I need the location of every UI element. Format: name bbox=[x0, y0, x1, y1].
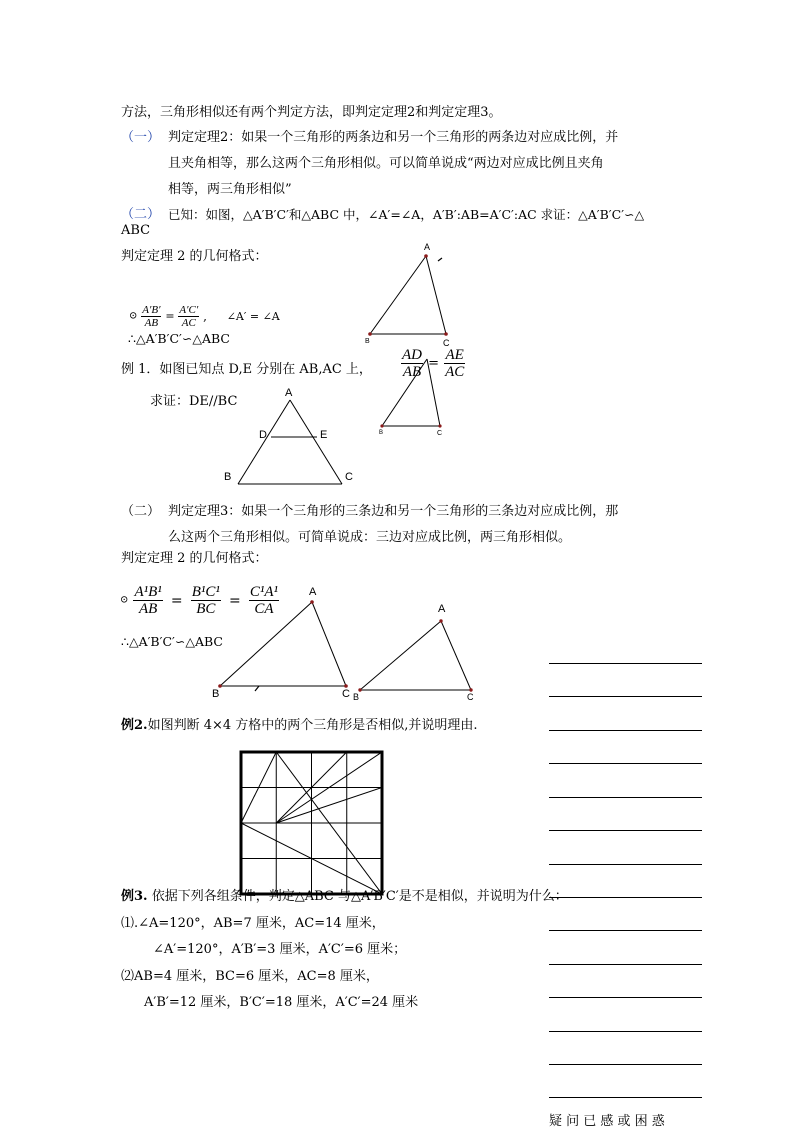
vertex-label-c: C bbox=[443, 338, 450, 348]
example-number: 2. bbox=[134, 718, 148, 733]
fraction-denominator: AC bbox=[181, 317, 196, 329]
fraction-denominator: AC bbox=[445, 364, 465, 380]
vertex-label-c: C bbox=[437, 430, 443, 437]
geo-format-title-1: 判定定理 2 的几何格式： bbox=[121, 249, 268, 264]
vertex-label-a: A bbox=[285, 387, 293, 399]
vertex-label-b: B bbox=[212, 688, 220, 700]
example-1-prove: 求证：DE//BC bbox=[150, 394, 238, 409]
example-3-cond-3: ⑵AB=4 厘米，BC=6 厘米，AC=8 厘米， bbox=[121, 969, 379, 984]
answer-line bbox=[549, 930, 702, 931]
bullet-icon: ⊙ bbox=[120, 594, 129, 606]
example-2-text: 如图判断 4×4 方格中的两个三角形是否相似,并说明理由. bbox=[147, 718, 478, 733]
fraction-numerator: B¹C¹ bbox=[191, 584, 220, 600]
theorem2-line-1: 判定定理2：如果一个三角形的两条边和另一个三角形的两条边对应成比例，并 bbox=[168, 130, 619, 145]
answer-line bbox=[549, 696, 702, 697]
theorem2-line-3: 相等，两三角形相似” bbox=[168, 182, 292, 197]
answer-line bbox=[549, 864, 702, 865]
answer-line bbox=[549, 1031, 702, 1032]
fraction-denominator: AB bbox=[138, 601, 158, 617]
answer-line bbox=[549, 730, 702, 731]
example-3-cond-4: A′B′=12 厘米，B′C′=18 厘米，A′C′=24 厘米 bbox=[144, 995, 419, 1010]
example-3-cond-1: ⑴.∠A=120°，AB=7 厘米，AC=14 厘米， bbox=[121, 916, 385, 931]
answer-line bbox=[549, 964, 702, 965]
vertex-label-a: A bbox=[309, 586, 317, 598]
comma: , bbox=[203, 309, 207, 324]
geo-format-title-2: 判定定理 2 的几何格式： bbox=[121, 551, 268, 566]
answer-line bbox=[549, 897, 702, 898]
theorem3-line-2: 么这两个三角形相似。可简单说成：三边对应成比例，两三角形相似。 bbox=[168, 530, 572, 545]
fraction-numerator: A′B′ bbox=[142, 304, 161, 316]
example-label: 例 bbox=[121, 718, 135, 733]
fraction-numerator: A¹B¹ bbox=[134, 584, 162, 600]
vertex-label-d: D bbox=[259, 429, 267, 441]
fraction-denominator: AB bbox=[402, 364, 422, 380]
answer-line bbox=[549, 1097, 702, 1098]
fraction-denominator: BC bbox=[196, 601, 216, 617]
example-3-line bbox=[121, 888, 568, 906]
answer-line bbox=[549, 663, 702, 664]
vertex-label-b: B bbox=[224, 471, 232, 483]
vertex-label-c: C bbox=[342, 688, 350, 700]
fraction-denominator: CA bbox=[254, 601, 274, 617]
bottom-margin-text: 疑 问 已 感 或 困 惑 bbox=[549, 1114, 665, 1129]
vertex-label-a: A bbox=[424, 242, 431, 252]
given-line-2: ABC bbox=[121, 223, 151, 238]
intro-line: 方法，三角形相似还有两个判定方法，即判定定理2和判定定理3。 bbox=[121, 105, 502, 120]
example-number: 3. bbox=[134, 889, 148, 904]
equals-sign: = bbox=[170, 592, 183, 609]
vertex-label-c: C bbox=[467, 692, 474, 702]
answer-line bbox=[549, 830, 702, 831]
equals-sign: = bbox=[165, 309, 175, 323]
answer-line bbox=[549, 763, 702, 764]
example-1-text: 例 1．如图已知点 D,E 分别在 AB,AC 上， bbox=[121, 362, 372, 377]
vertex-label-e: E bbox=[320, 429, 328, 441]
section-label-2: （二） bbox=[121, 207, 161, 222]
answer-line bbox=[549, 1064, 702, 1065]
vertex-label-b: B bbox=[353, 692, 360, 702]
geo-conclusion-2: ∴△A′B′C′∽△ABC bbox=[121, 634, 223, 649]
section-label-1: （一） bbox=[121, 130, 161, 145]
angle-condition: ∠A′ = ∠A bbox=[226, 309, 280, 323]
fraction-numerator: AE bbox=[445, 347, 464, 363]
vertex-label-c: C bbox=[345, 471, 353, 483]
example-3-text: 依据下列各组条件，判定△ABC 与△A′B′C′是不是相似，并说明为什么： bbox=[147, 889, 568, 904]
fraction-numerator: AD bbox=[402, 347, 422, 363]
answer-line bbox=[549, 997, 702, 998]
equals-sign: = bbox=[229, 592, 241, 609]
fraction-numerator: C¹A¹ bbox=[249, 584, 278, 600]
vertex-label-a: A bbox=[438, 603, 446, 615]
answer-line bbox=[549, 797, 702, 798]
vertex-label-b: B bbox=[379, 430, 384, 436]
fraction-numerator: A′C′ bbox=[179, 304, 199, 316]
theorem2-line-2: 且夹角相等，那么这两个三角形相似。可以简单说成“两边对应成比例且夹角 bbox=[168, 156, 604, 171]
vertex-label-b: B bbox=[365, 338, 370, 345]
bullet-icon: ⊙ bbox=[129, 310, 138, 322]
section-label-3: （二） bbox=[121, 504, 161, 519]
example-label: 例 bbox=[121, 889, 135, 904]
fraction-denominator: AB bbox=[144, 317, 159, 329]
theorem3-line-1: 判定定理3：如果一个三角形的三条边和另一个三角形的三条边对应成比例，那 bbox=[168, 504, 619, 519]
geo-conclusion-1: ∴△A′B′C′∽△ABC bbox=[128, 331, 230, 346]
example-3-cond-2: ∠A′=120°，A′B′=3 厘米，A′C′=6 厘米； bbox=[153, 942, 407, 957]
equals-sign: = bbox=[428, 356, 439, 371]
given-line-1: 已知：如图，△A′B′C′和△ABC 中，∠A′=∠A，A′B′:AB=A′C′:AC 求证：△A′B′C′∽△ bbox=[168, 207, 645, 222]
